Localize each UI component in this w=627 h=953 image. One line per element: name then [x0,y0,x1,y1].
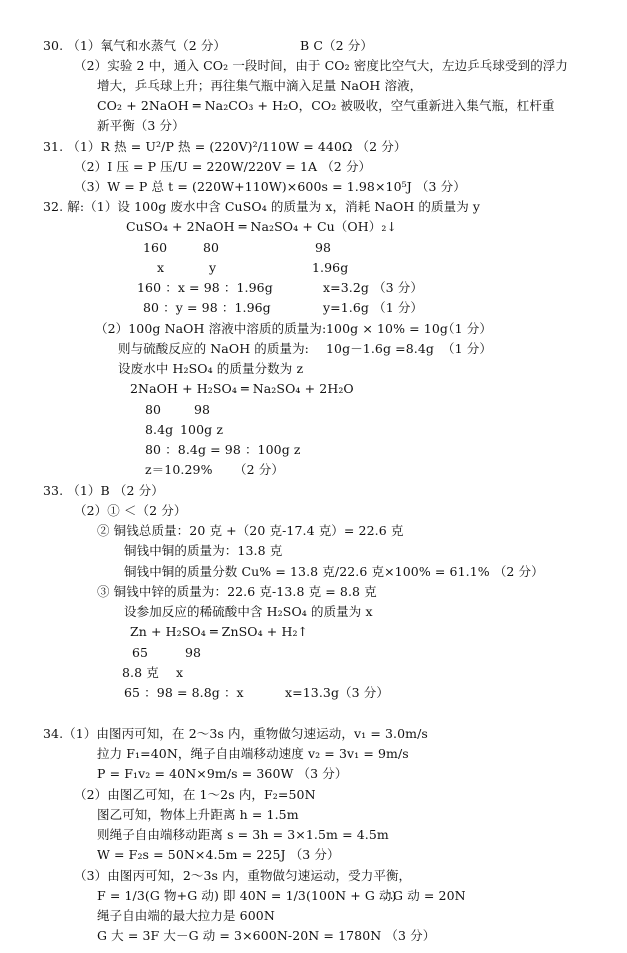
q34-line-4: （2）由图乙可知，在 1～2s 内，F₂=50N [74,787,316,802]
q33-line-5: 铜钱中铜的质量分数 Cu% = 13.8 克/22.6 克×100% = 61.1% （2 分） [124,564,544,579]
q32-mass-cuoh2: 98 [315,240,332,255]
q34-line-6: 则绳子自由端移动距离 s = 3h = 3×1.5m = 4.5m [97,827,389,842]
q32-result-2: y=1.6g （1 分） [323,300,424,315]
q30-line-2d: 新平衡（3 分） [97,118,185,133]
q33-line-4: 铜钱中铜的质量为：13.8 克 [124,543,283,558]
q32-line-4: 设废水中 H₂SO₄ 的质量分数为 z [118,361,304,376]
q32-mass-cuso4: 160 [143,240,168,255]
q31-line-2: （2）I 压 = P 压/U = 220W/220V = 1A （2 分） [74,159,372,174]
q32-line-2a: （2）100g NaOH 溶液中溶质的质量为: [95,321,327,336]
q32-mass-h2so4: 98 [194,402,211,417]
q33-mass-h2so4: 98 [185,645,202,660]
q34-line-7: W = F₂s = 50N×4.5m = 225J （3 分） [97,847,340,862]
q32-line-3c: （1 分） [442,341,492,356]
q32-line-3b: 10g－1.6g =8.4g [326,341,435,356]
q33-mass-zn: 65 [132,645,149,660]
q30-line-1a: 30. （1）氧气和水蒸气（2 分） [43,38,227,53]
q34-line-5: 图乙可知，物体上升距离 h = 1.5m [97,807,299,822]
q34-line-9a: F = 1/3(G 物+G 动) 即 40N = 1/3(100N + G 动) [97,888,397,903]
q32-line-3a: 则与硫酸反应的 NaOH 的质量为: [118,341,309,356]
q33-var-zn: 8.8 克 [122,665,159,680]
q31-line-3: （3）W = P 总 t = (220W+110W)×600s = 1.98×10⁵J （3 分） [74,179,466,194]
q32-var-y: y [209,260,217,275]
q32-ratio-2: 80 ：y = 98 ：1.96g [143,300,271,315]
q33-equation: Zn + H₂SO₄ ═ ZnSO₄ + H₂↑ [130,624,309,639]
q32-line-2c: （1 分） [442,321,492,336]
q33-line-3: ② 铜钱总质量：20 克 +（20 克-17.4 克）= 22.6 克 [97,523,404,538]
q33-line-7: 设参加反应的稀硫酸中含 H₂SO₄ 的质量为 x [124,604,373,619]
q32-var-naoh: 8.4g [145,422,174,437]
q34-line-2: 拉力 F₁=40N，绳子自由端移动速度 v₂ = 3v₁ = 9m/s [97,746,409,761]
q32-var-x: x [157,260,165,275]
q32-mass-naoh-2: 80 [145,402,162,417]
q30-line-2c: CO₂ + 2NaOH ═ Na₂CO₃ + H₂O，CO₂ 被吸收，空气重新进入集气瓶，杠杆重 [97,98,555,113]
q32-equation-2: 2NaOH + H₂SO₄ ═ Na₂SO₄ + 2H₂O [130,381,354,396]
q32-line-2b: 100g × 10% = 10g [326,321,448,336]
q32-var-precipitate: 1.96g [312,260,349,275]
q32-equation-1: CuSO₄ + 2NaOH ═ Na₂SO₄ + Cu（OH）₂↓ [126,219,398,234]
q34-line-10: 绳子自由端的最大拉力是 600N [97,908,275,923]
q32-line-1: 32. 解:（1）设 100g 废水中含 CuSO₄ 的质量为 x，消耗 NaOH 的质量为 y [43,199,481,214]
q33-line-2: （2）① ＜（2 分） [74,503,187,518]
q32-var-z: 100g z [180,422,224,437]
q34-line-11: G 大 = 3F 大－G 动 = 3×600N-20N = 1780N （3 分） [97,928,436,943]
q33-ratio: 65 ：98 = 8.8g ：x [124,685,244,700]
q30-line-2b: 增大，乒乓球上升；再往集气瓶中滴入足量 NaOH 溶液， [97,78,423,93]
q32-ratio-3: 80 ：8.4g = 98 ：100g z [145,442,301,457]
q32-result-z-score: （2 分） [234,462,284,477]
q32-ratio-1: 160 ：x = 98 ：1.96g [137,280,273,295]
q33-var-x: x [176,665,184,680]
q34-line-9b: ∴G 动 = 20N [385,888,466,903]
q33-line-1: 33. （1）B （2 分） [43,483,164,498]
q31-line-1: 31. （1）R 热 = U²/P 热 = (220V)²/110W = 440Ω （2 分） [43,139,407,154]
q34-line-1: 34.（1）由图丙可知，在 2～3s 内，重物做匀速运动，v₁ = 3.0m/s [43,726,428,741]
q33-result: x=13.3g（3 分） [285,685,389,700]
q33-line-6: ③ 铜钱中锌的质量为：22.6 克-13.8 克 = 8.8 克 [97,584,377,599]
q32-mass-naoh: 80 [203,240,220,255]
q30-line-1b: B C（2 分） [300,38,373,53]
q32-result-z: z＝10.29% [145,462,213,477]
q34-line-8: （3）由图丙可知，2～3s 内，重物做匀速运动，受力平衡， [74,868,412,883]
q30-line-2a: （2）实验 2 中，通入 CO₂ 一段时间，由于 CO₂ 密度比空气大，左边乒乓球受到的浮力 [74,58,568,73]
q32-result-1: x=3.2g （3 分） [323,280,424,295]
q34-line-3: P = F₁v₂ = 40N×9m/s = 360W （3 分） [97,766,348,781]
